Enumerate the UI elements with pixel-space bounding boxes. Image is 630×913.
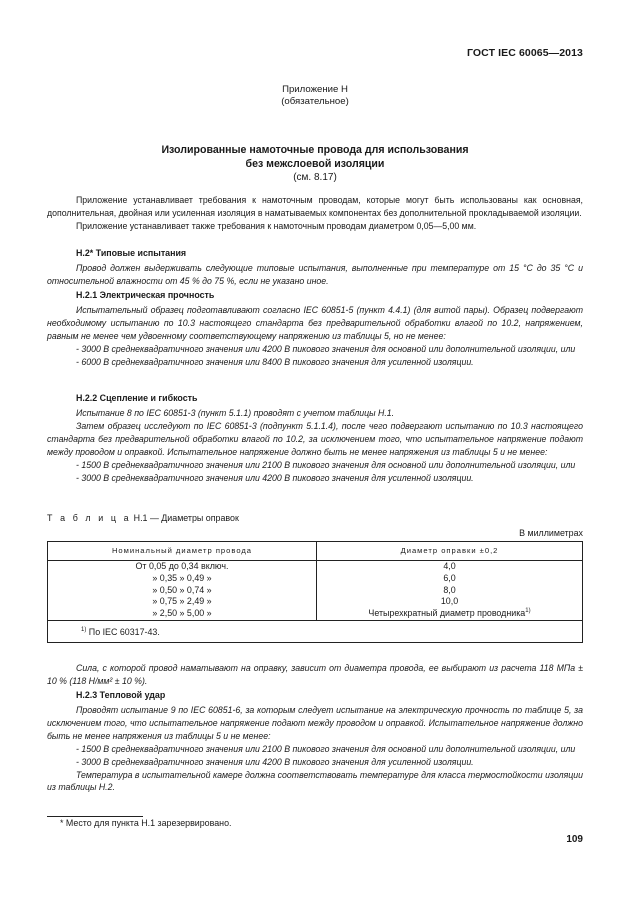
wire-diameter-row: » 0,50 » 0,74 »: [152, 584, 212, 595]
section-n21-paragraph: Испытательный образец подготавливают согласно IEC 60851-5 (пункт 4.4.1) (для витой пары). Образец подвергают необходимому испытанию по 10.3 настоящего стандарта без предварительной обработки влагой по 10.2, напряжением, равным не менее чем удвоенному соответствующему напряжению из таблицы 5, но не менее:: [47, 305, 583, 341]
page-number: 109: [566, 834, 583, 845]
document-title-ref: (см. 8.17): [293, 172, 337, 183]
section-n22-item-2: - 3000 В среднеквадратичного значения или 4200 В пикового значения для усиленной изоляции.: [76, 472, 474, 483]
mandrel-diameter-column: [317, 561, 583, 621]
table-header-wire-diameter: Номинальный диаметр провода: [48, 542, 317, 561]
mandrel-diameter-row: 6,0: [443, 572, 456, 583]
wire-diameter-row: От 0,05 до 0,34 включ.: [135, 561, 229, 571]
table-units: В миллиметрах: [519, 528, 583, 538]
table-header-mandrel-diameter: Диаметр оправки ±0,2: [317, 542, 583, 561]
standard-header: ГОСТ IEC 60065—2013: [466, 47, 583, 59]
section-n22-body: [47, 407, 583, 484]
section-n23-item-2: - 3000 В среднеквадратичного значения или 4200 В пикового значения для усиленной изоляции.: [76, 756, 474, 767]
wire-diameter-row: » 0,35 » 0,49 »: [152, 572, 212, 583]
table-caption: [47, 513, 239, 523]
table-footnote-text: По IEC 60317-43.: [86, 626, 160, 637]
mandrel-diameter-row-text: Четырехкратный диаметр проводника: [368, 608, 526, 619]
table-footnote-mark: 1): [81, 626, 87, 633]
section-n2-body: [47, 262, 583, 288]
table-caption-text: Н.1 — Диаметры оправок: [131, 513, 239, 523]
footnote-separator: [47, 816, 143, 817]
section-heading-n22: Н.2.2 Сцепление и гибкость: [76, 393, 198, 403]
wire-diameter-column: [48, 561, 317, 621]
page-footnote: * Место для пункта Н.1 зарезервировано.: [60, 818, 232, 828]
wire-diameter-row: » 0,75 » 2,49 »: [152, 596, 212, 607]
mandrel-diameter-table: [47, 541, 583, 643]
after-table-body: [47, 662, 583, 688]
table-caption-prefix: Т а б л и ц а: [47, 513, 132, 523]
intro-paragraph-1: Приложение устанавливает требования к намоточным проводам, которые могут быть использованы как основная, дополнительная, двойная или усиленная изоляция в наматываемых компонентах без дополнительной прокладываемой изоляции.: [47, 195, 583, 218]
section-n23-item-1: - 1500 В среднеквадратичного значения или 2100 В пикового значения для основной или дополнительной изоляции, или: [76, 743, 576, 754]
section-heading-n23: Н.2.3 Тепловой удар: [76, 690, 166, 700]
section-n21-body: [47, 304, 583, 369]
section-heading-n21: Н.2.1 Электрическая прочность: [76, 290, 215, 300]
mandrel-diameter-row: 10,0: [440, 596, 459, 607]
section-heading-n2: Н.2* Типовые испытания: [76, 248, 187, 258]
document-title-line2: без межслоевой изоляции: [245, 158, 385, 170]
section-n21-item-1: - 3000 В среднеквадратичного значения или 4200 В пикового значения для основной или дополнительной изоляции, или: [76, 343, 576, 354]
section-n23-body: [47, 704, 583, 794]
section-n2-paragraph: Провод должен выдерживать следующие типовые испытания, выполненные при температуре от 15 °С до 35 °С и относительной влажности от 45 % до 75 %, если не указано иное.: [47, 263, 583, 286]
footnote-reference: 1): [525, 608, 531, 615]
section-n23-paragraph-2: Температура в испытательной камере должна соответствовать температуре для класса термостойкости изоляции из таблицы Н.2.: [47, 769, 583, 793]
mandrel-diameter-row: 8,0: [443, 584, 456, 595]
document-title-line1: Изолированные намоточные провода для использования: [161, 144, 469, 156]
after-table-paragraph: Сила, с которой провод наматывают на оправку, зависит от диаметра провода, ее выбирают из расчета 118 МПа ± 10 % (118 Н/мм² ± 10 %).: [47, 663, 583, 686]
section-n23-paragraph-1: Проводят испытание 9 по IEC 60851-6, за которым следует испытание на электрическую прочность по таблице 5, за исключением того, что испытательное напряжение подают между проводом и оправкой. Испытательное напряжение должно быть не менее напряжения из таблицы 5 и не менее:: [47, 705, 583, 741]
section-n22-paragraph-1: Испытание 8 по IEC 60851-3 (пункт 5.1.1) проводят с учетом таблицы Н.1.: [76, 408, 395, 418]
appendix-title: Приложение Н: [282, 84, 348, 95]
section-n21-item-2: - 6000 В среднеквадратичного значения или 8400 В пикового значения для усиленной изоляции.: [76, 356, 474, 367]
mandrel-diameter-row: [317, 608, 582, 620]
wire-diameter-row: » 2,50 » 5,00 »: [152, 608, 212, 619]
mandrel-diameter-row: 4,0: [443, 561, 456, 571]
table-footnote: [48, 620, 583, 642]
section-n22-item-1: - 1500 В среднеквадратичного значения или 2100 В пикового значения для основной или дополнительной изоляции, или: [76, 459, 576, 470]
intro-block: [47, 194, 583, 233]
intro-paragraph-2: Приложение устанавливает также требования к намоточным проводам диаметром 0,05—5,00 мм.: [76, 220, 477, 231]
section-n22-paragraph-2: Затем образец исследуют по IEC 60851-3 (подпункт 5.1.1.4), после чего подвергают испытанию по 10.3 настоящего стандарта без предварительной обработки влагой по 10.2, за исключением того, что испытательное напряжение подают между проводом и оправкой. Испытательное напряжение должно быть не менее напряжения из таблицы 5 и не менее:: [47, 420, 583, 457]
appendix-status: (обязательное): [281, 96, 349, 107]
